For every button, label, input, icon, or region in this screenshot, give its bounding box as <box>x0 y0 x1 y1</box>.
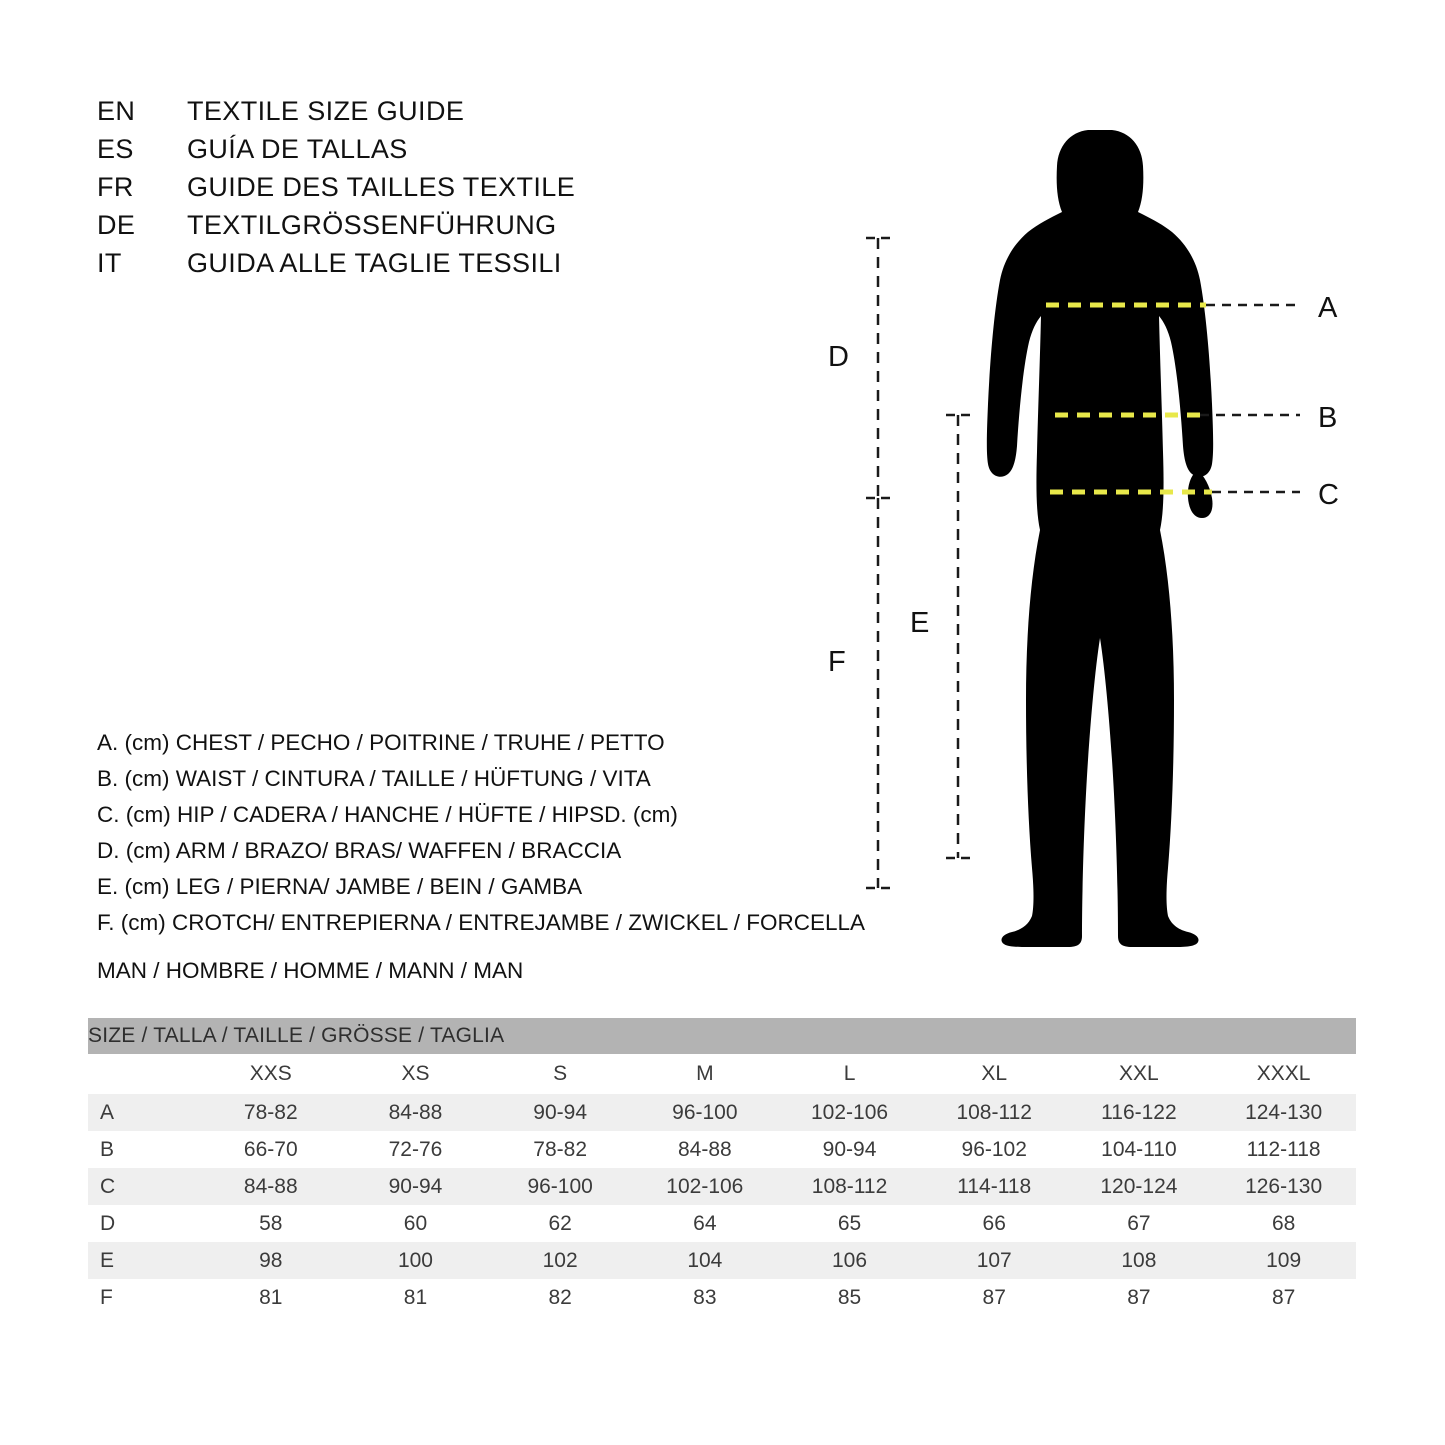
cell-e-xxs: 98 <box>198 1242 343 1279</box>
title-lang-de: DE <box>97 210 136 240</box>
bracket-e <box>946 415 970 858</box>
cell-d-s: 62 <box>488 1205 633 1242</box>
cell-a-s: 90-94 <box>488 1094 633 1131</box>
legend-item-b: B. (cm) WAIST / CINTURA / TAILLE / HÜFTUNG / VITA <box>97 766 651 791</box>
row-label-f: F <box>88 1279 198 1316</box>
cell-a-l: 102-106 <box>777 1094 922 1131</box>
cell-b-l: 90-94 <box>777 1131 922 1168</box>
cell-b-s: 78-82 <box>488 1131 633 1168</box>
cell-a-xxs: 78-82 <box>198 1094 343 1131</box>
cell-f-xs: 81 <box>343 1279 488 1316</box>
gender-label: MAN / HOMBRE / HOMME / MANN / MAN <box>97 958 524 983</box>
cell-c-l: 108-112 <box>777 1168 922 1205</box>
size-col-xxxl: XXXL <box>1211 1054 1356 1094</box>
bracket-label-f: F <box>828 646 846 678</box>
legend-item-c: C. (cm) HIP / CADERA / HANCHE / HÜFTE / HIPSD. (cm) <box>97 802 678 827</box>
title-text-de: TEXTILGRÖSSENFÜHRUNG <box>187 210 557 240</box>
title-text-es: GUÍA DE TALLAS <box>187 134 408 164</box>
title-lang-es: ES <box>97 134 134 164</box>
man-silhouette-icon <box>987 130 1213 947</box>
bracket-d <box>866 238 890 498</box>
cell-e-xs: 100 <box>343 1242 488 1279</box>
table-header-row <box>88 1018 1356 1054</box>
cell-c-xs: 90-94 <box>343 1168 488 1205</box>
cell-e-s: 102 <box>488 1242 633 1279</box>
cell-a-m: 96-100 <box>633 1094 778 1131</box>
cell-f-xl: 87 <box>922 1279 1067 1316</box>
legend-item-a: A. (cm) CHEST / PECHO / POITRINE / TRUHE / PETTO <box>97 730 665 755</box>
figure-area <box>800 60 1400 960</box>
cell-f-xxl: 87 <box>1067 1279 1212 1316</box>
size-col-xxs: XXS <box>198 1054 343 1094</box>
cell-b-xxxl: 112-118 <box>1211 1131 1356 1168</box>
size-col-m: M <box>633 1054 778 1094</box>
cell-f-l: 85 <box>777 1279 922 1316</box>
table-row <box>88 1094 1356 1131</box>
cell-d-xxs: 58 <box>198 1205 343 1242</box>
measurement-legend <box>97 725 897 941</box>
table-corner-cell <box>88 1054 198 1094</box>
row-label-d: D <box>88 1205 198 1242</box>
title-row <box>97 92 737 130</box>
title-text-it: GUIDA ALLE TAGLIE TESSILI <box>187 248 562 278</box>
title-row <box>97 130 737 168</box>
cell-c-xxxl: 126-130 <box>1211 1168 1356 1205</box>
size-table <box>88 1018 1356 1316</box>
cell-b-xxl: 104-110 <box>1067 1131 1212 1168</box>
legend-item-f: F. (cm) CROTCH/ ENTREPIERNA / ENTREJAMBE / ZWICKEL / FORCELLA <box>97 910 865 935</box>
cell-e-l: 106 <box>777 1242 922 1279</box>
bracket-label-e: E <box>910 607 930 639</box>
cell-e-m: 104 <box>633 1242 778 1279</box>
title-lang-fr: FR <box>97 172 134 202</box>
title-row <box>97 168 737 206</box>
marker-label-c: C <box>1318 479 1339 511</box>
marker-label-a: A <box>1318 292 1338 324</box>
cell-c-s: 96-100 <box>488 1168 633 1205</box>
body-measurement-diagram <box>800 60 1400 960</box>
cell-c-xxl: 120-124 <box>1067 1168 1212 1205</box>
cell-f-xxs: 81 <box>198 1279 343 1316</box>
title-row <box>97 206 737 244</box>
table-row <box>88 1131 1356 1168</box>
size-col-xs: XS <box>343 1054 488 1094</box>
row-label-e: E <box>88 1242 198 1279</box>
cell-a-xxxl: 124-130 <box>1211 1094 1356 1131</box>
cell-e-xl: 107 <box>922 1242 1067 1279</box>
cell-c-m: 102-106 <box>633 1168 778 1205</box>
marker-label-b: B <box>1318 402 1338 434</box>
legend-item-e: E. (cm) LEG / PIERNA/ JAMBE / BEIN / GAMBA <box>97 874 583 899</box>
table-row <box>88 1205 1356 1242</box>
table-row <box>88 1242 1356 1279</box>
bracket-label-d: D <box>828 341 849 373</box>
row-label-a: A <box>88 1094 198 1131</box>
title-lang-en: EN <box>97 96 136 126</box>
legend-item-d: D. (cm) ARM / BRAZO/ BRAS/ WAFFEN / BRACCIA <box>97 838 622 863</box>
cell-a-xs: 84-88 <box>343 1094 488 1131</box>
table-row <box>88 1168 1356 1205</box>
cell-a-xxl: 116-122 <box>1067 1094 1212 1131</box>
cell-f-s: 82 <box>488 1279 633 1316</box>
cell-f-xxxl: 87 <box>1211 1279 1356 1316</box>
cell-d-m: 64 <box>633 1205 778 1242</box>
title-lang-it: IT <box>97 248 122 278</box>
row-label-c: C <box>88 1168 198 1205</box>
title-text-fr: GUIDE DES TAILLES TEXTILE <box>187 172 576 202</box>
title-text-en: TEXTILE SIZE GUIDE <box>187 96 465 126</box>
cell-e-xxl: 108 <box>1067 1242 1212 1279</box>
title-block <box>97 92 737 282</box>
table-row <box>88 1279 1356 1316</box>
cell-b-xl: 96-102 <box>922 1131 1067 1168</box>
cell-d-xxl: 67 <box>1067 1205 1212 1242</box>
cell-d-xs: 60 <box>343 1205 488 1242</box>
size-col-xl: XL <box>922 1054 1067 1094</box>
cell-d-xl: 66 <box>922 1205 1067 1242</box>
cell-c-xxs: 84-88 <box>198 1168 343 1205</box>
cell-d-l: 65 <box>777 1205 922 1242</box>
title-row <box>97 244 737 282</box>
size-col-s: S <box>488 1054 633 1094</box>
bracket-f <box>866 498 890 888</box>
row-label-b: B <box>88 1131 198 1168</box>
size-col-xxl: XXL <box>1067 1054 1212 1094</box>
cell-b-xxs: 66-70 <box>198 1131 343 1168</box>
cell-b-xs: 72-76 <box>343 1131 488 1168</box>
marker-leader-lines <box>1200 305 1300 492</box>
cell-d-xxxl: 68 <box>1211 1205 1356 1242</box>
cell-f-m: 83 <box>633 1279 778 1316</box>
cell-a-xl: 108-112 <box>922 1094 1067 1131</box>
cell-c-xl: 114-118 <box>922 1168 1067 1205</box>
cell-e-xxxl: 109 <box>1211 1242 1356 1279</box>
table-header-label: SIZE / TALLA / TAILLE / GRÖSSE / TAGLIA <box>88 1018 1356 1054</box>
table-sizes-row <box>88 1054 1356 1094</box>
cell-b-m: 84-88 <box>633 1131 778 1168</box>
size-col-l: L <box>777 1054 922 1094</box>
